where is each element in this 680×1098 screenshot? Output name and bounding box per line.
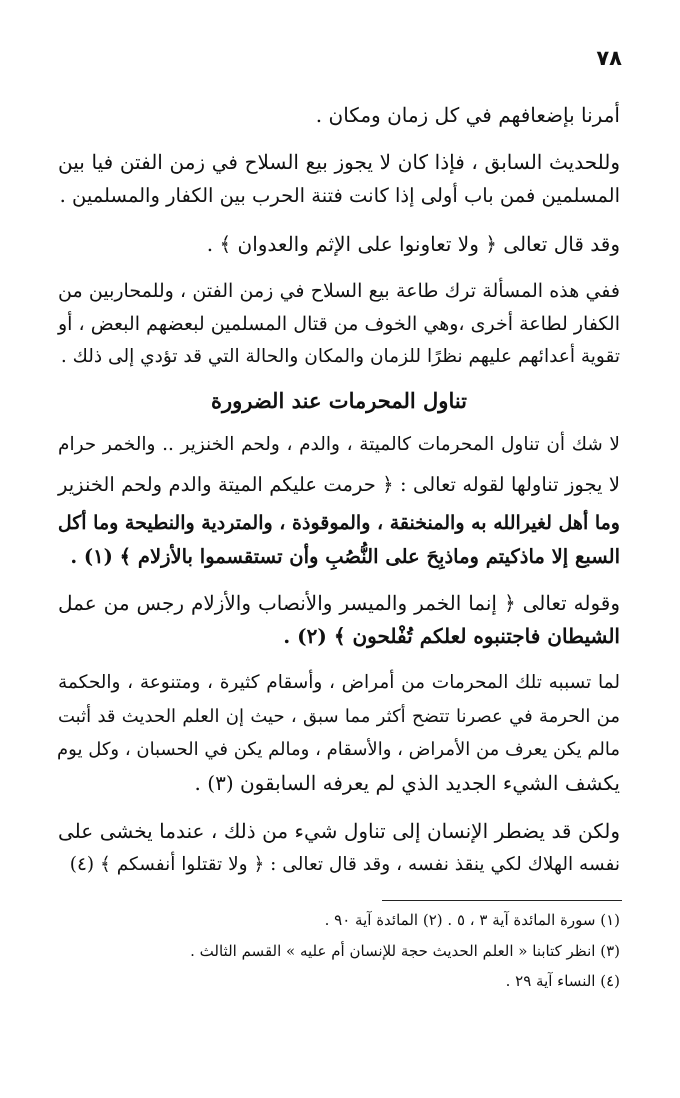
page-number: ٧٨ — [596, 46, 622, 70]
text-line-19: نفسه الهلاك لكي ينقذ نفسه ، وقد قال تعالى : ﴿ ولا تقتلوا أنفسكم ﴾ (٤) — [69, 854, 620, 875]
text-line-15: من الحرمة في عصرنا تتضح أكثر مما سبق ، حيث إن العلم الحديث قد أثبت — [58, 706, 620, 727]
text-line-3: المسلمين فمن باب أولى إذا كانت فتنة الحرب بين الكفار والمسلمين . — [59, 184, 620, 207]
text-line-1: أمرنا بإضعافهم في كل زمان ومكان . — [315, 103, 620, 127]
text-line-4: وقد قال تعالى ﴿ ولا تعاونوا على الإثم والعدوان ﴾ . — [206, 232, 620, 256]
text-line-8: لا شك أن تناول المحرمات كالميتة ، والدم ، ولحم الخنزير .. والخمر حرام — [58, 434, 620, 455]
text-line-6: الكفار لطاعة أخرى ،وهي الخوف من قتال المسلمين لبعضهم البعض ، أو — [58, 313, 620, 335]
text-line-10: وما أهل لغيرالله به والمنخنقة ، والموقوذة ، والمتردية والنطيحة وما أكل — [57, 512, 620, 534]
text-line-9: لا يجوز تناولها لقوله تعالى : ﴿ حرمت عليكم الميتة والدم ولحم الخنزير — [58, 473, 620, 496]
text-line-18: ولكن قد يضطر الإنسان إلى تناول شيء من ذلك ، عندما يخشى على — [58, 819, 620, 843]
text-line-7: تقوية أعدائهم عليهم نظرًا للزمان والمكان والحالة التي قد تؤدي إلى ذلك . — [60, 346, 620, 367]
footnote-1-2: (١) سورة المائدة آية ٣ ، ٥ . (٢) المائدة آية ٩٠ . — [324, 911, 620, 929]
text-line-17: يكشف الشيء الجديد الذي لم يعرفه السابقون (٣) . — [194, 771, 620, 795]
section-heading: تناول المحرمات عند الضرورة — [210, 388, 468, 413]
footnote-separator — [382, 900, 622, 901]
footnote-3: (٣) انظر كتابنا « العلم الحديث حجة للإنسان أم عليه » القسم الثالث . — [190, 942, 620, 960]
text-line-2: وللحديث السابق ، فإذا كان لا يجوز بيع السلاح في زمن الفتن فيا بين — [58, 150, 620, 174]
text-line-13: الشيطان فاجتنبوه لعلكم تُفْلحون ﴾ (٢) . — [283, 624, 620, 648]
text-line-16: مالم يكن يعرف من الأمراض ، والأسقام ، ومالم يكن في الحسبان ، وكل يوم — [57, 739, 620, 760]
text-line-11: السبع إلا ماذكيتم وماذبِحَ على النُّصُبِ وأن تستقسموا بالأزلام ﴾ (١) . — [70, 545, 620, 568]
text-line-5: ففي هذه المسألة ترك طاعة بيع السلاح في زمن الفتن ، وللمحاربين من — [58, 280, 620, 302]
footnote-4: (٤) النساء آية ٢٩ . — [505, 972, 620, 990]
text-line-14: لما تسببه تلك المحرمات من أمراض ، وأسقام كثيرة ، ومتنوعة ، والحكمة — [58, 672, 620, 693]
text-line-12: وقوله تعالى ﴿ إنما الخمر والميسر والأنصاب والأزلام رجس من عمل — [58, 591, 620, 615]
